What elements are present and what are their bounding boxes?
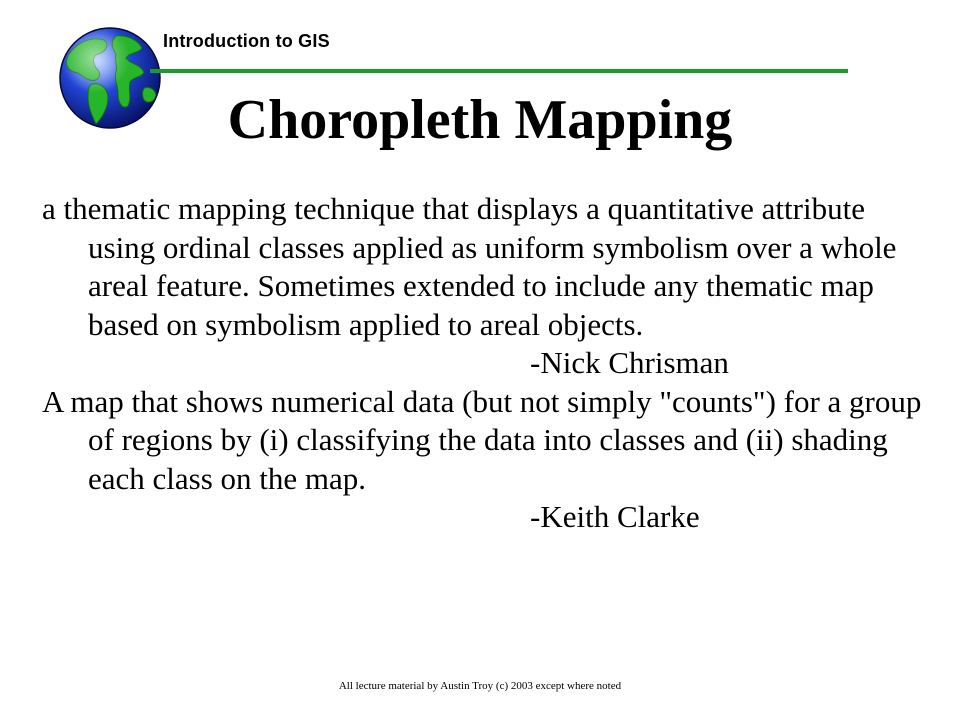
header-divider — [150, 69, 848, 73]
definition-1-text: a thematic mapping technique that displays a quantitative attribute using ordinal classes applied as uniform symbolism over a whole areal feature. Sometimes extended to include any thematic map based on symbolism applied to areal objects. — [42, 191, 897, 342]
footer-note: All lecture material by Austin Troy (c) 2003 except where noted — [338, 680, 622, 692]
slide-body — [42, 190, 922, 537]
definition-1-attribution: -Nick Chrisman — [530, 345, 729, 380]
slide-title: Choropleth Mapping — [227, 89, 733, 151]
definition-2-text: A map that shows numerical data (but not simply "counts") for a group of regions by (i) classifying the data into classes and (ii) shading each class on the map. — [42, 383, 922, 496]
section-title: Introduction to GIS — [163, 31, 330, 51]
definition-2-attribution: -Keith Clarke — [530, 499, 700, 534]
